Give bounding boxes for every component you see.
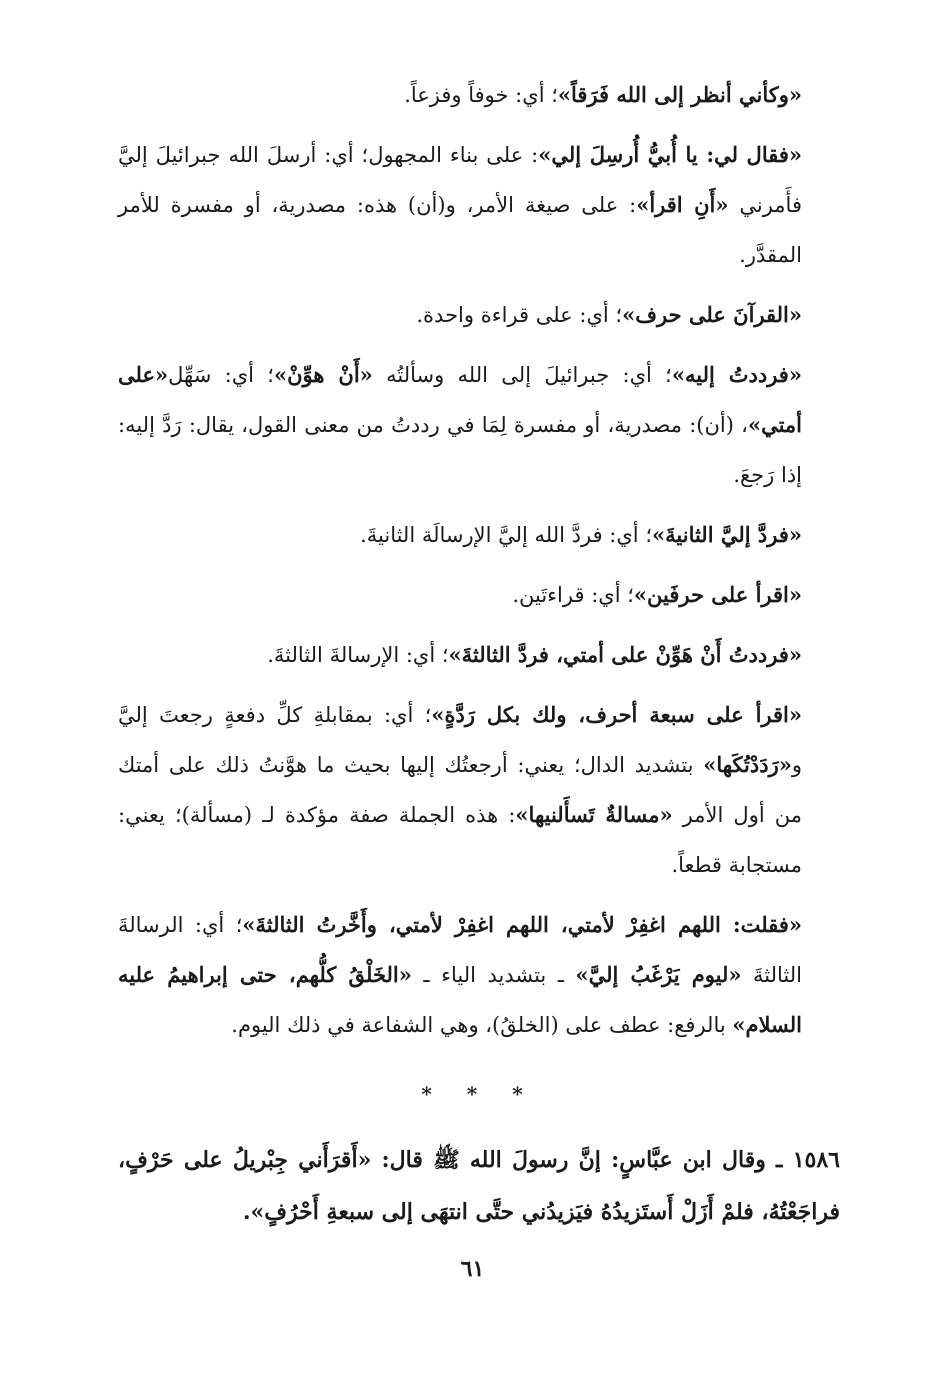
explanation-text: ؛ أي: سَهِّل [168, 363, 274, 387]
explanation-text: بتشديد الدال؛ يعني: أرجعتُك إليها بحيث ما هوَّنتُ ذلك على أمتك من أول الأمر [118, 753, 803, 827]
quoted-text: «رَدَدْتُكَها» [703, 752, 792, 777]
quoted-text: «مسالةٌ تَسأَلنيها» [515, 802, 673, 827]
quoted-text: «على أمتي» [118, 362, 802, 437]
commentary-paragraph [118, 70, 840, 120]
commentary-paragraph [118, 570, 840, 620]
hadith-text: ـ وقال ابن عبَّاسٍ: إنَّ رسولَ الله ﷺ قال: «أَقرَأَني جِبْريلُ على حَرْفٍ، فراجَعْتُهُ، فلمْ أَزَلْ أَستَزيدُهُ فيَزيدُني حتَّى انتهَى إلى سبعةِ أَحْرُفٍ». [118, 1147, 840, 1225]
quoted-text: «فردَّ إليَّ الثانيةَ» [652, 522, 802, 547]
commentary-paragraph [118, 900, 840, 1050]
page-body [118, 70, 840, 1238]
commentary-paragraph [118, 350, 840, 500]
explanation-text: : على بناء المجهول؛ أي: أرسلَ الله جبرائيلَ إليَّ فأَمرني [118, 143, 802, 217]
hadith-paragraph [118, 1134, 840, 1238]
commentary-paragraph [118, 290, 840, 340]
hadith-number: ١٥٨٦ [792, 1147, 840, 1173]
explanation-text: : على صيغة الأمر، و(أن) هذه: مصدرية، أو مفسرة للأمر المقدَّر. [118, 193, 802, 267]
explanation-text: ـ بتشديد الياء ـ [411, 963, 576, 987]
quoted-text: «وكأني أنظر إلى الله فَرَقاً» [557, 82, 802, 107]
explanation-text: ، (أن): مصدرية، أو مفسرة لِمَا في رددتُ من معنى القول، يقال: رَدَّ إليه: إذا رَجعَ. [118, 413, 802, 487]
quoted-text: «فرددتُ أَنْ هَوِّنْ على أمتي، فردَّ الثالثةَ» [448, 642, 802, 667]
quoted-text: «اقرأ على سبعة أحرف، ولك بكل رَدَّةٍ» [431, 702, 802, 727]
explanation-text: ؛ أي: خوفاً وفزعاً. [404, 83, 558, 107]
explanation-text: بالرفع: عطف على (الخلقُ)، وهي الشفاعة في ذلك اليوم. [231, 1013, 733, 1037]
quoted-text: «فرددتُ إليه» [671, 362, 802, 387]
section-separator: * * * [421, 1082, 537, 1106]
explanation-text: ؛ أي: قراءتَين. [512, 583, 634, 607]
quoted-text: «فقال لي: يا أُبيُّ أُرسِلَ إلي» [538, 142, 803, 167]
commentary-paragraph [118, 630, 840, 680]
page-number: ٦١ [460, 1256, 485, 1282]
commentary-paragraph [118, 130, 840, 280]
explanation-text: ؛ أي: على قراءة واحدة. [416, 303, 623, 327]
explanation-text: ؛ أي: بمقابلةِ كلِّ دفعةٍ رجعتَ إليَّ و [118, 703, 802, 777]
quoted-text: «فقلت: اللهم اغفِرْ لأمتي، اللهم اغفِرْ لأمتي، وأَخَّرتُ الثالثةَ» [242, 912, 802, 937]
explanation-text: ؛ أي: فردَّ الله إليَّ الإرسالَة الثانيةَ. [360, 523, 652, 547]
explanation-text: ؛ أي: الرسالةَ الثالثةَ [118, 913, 802, 987]
quoted-text: «اقرأ على حرفَين» [633, 582, 802, 607]
explanation-text: : هذه الجملة صفة مؤكدة لـ (مسألة)؛ يعني: مستجابة قطعاً. [118, 803, 802, 877]
quoted-text: «القرآنَ على حرف» [622, 302, 802, 327]
quoted-text: «ليوم يَرْغَبُ إليَّ» [575, 962, 742, 987]
commentary-paragraph [118, 510, 840, 560]
commentary-section [118, 70, 840, 1050]
quoted-text: «الخَلْقُ كلُّهم، حتى إبراهيمُ عليه السلام» [118, 962, 802, 1037]
explanation-text: ؛ أي: الإرسالةَ الثالثةَ. [267, 643, 449, 667]
commentary-paragraph [118, 690, 840, 890]
explanation-text: ؛ أي: جبرائيلَ إلى الله وسألتُه [372, 363, 672, 387]
quoted-text: «أَنْ هوِّنْ» [273, 362, 373, 387]
quoted-text: «أَنِ اقرأ» [636, 192, 729, 217]
